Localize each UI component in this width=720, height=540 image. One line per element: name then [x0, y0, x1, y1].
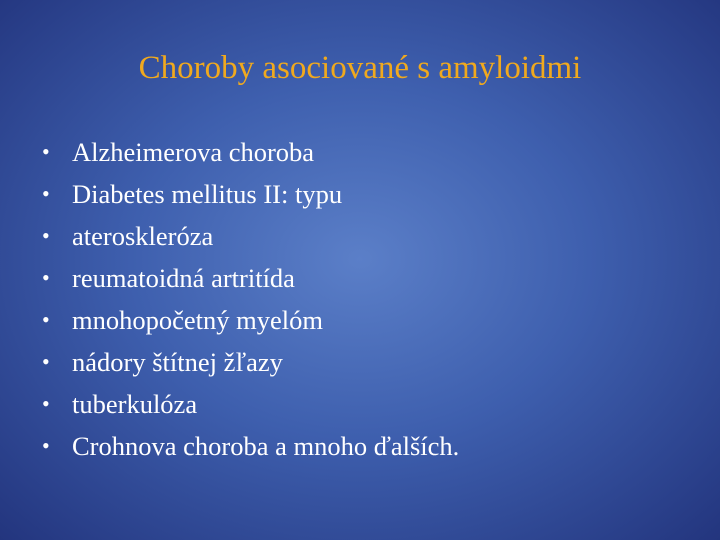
list-item: [42, 257, 459, 299]
bullet-dot-icon: •: [42, 307, 50, 332]
bullet-dot-icon: •: [42, 223, 50, 248]
list-item: [42, 425, 459, 467]
bullet-list: [42, 131, 459, 467]
list-item: [42, 383, 459, 425]
bullet-dot-icon: •: [42, 181, 50, 206]
list-item-text: nádory štítnej žľazy: [72, 346, 283, 377]
list-item: [42, 341, 459, 383]
list-item: [42, 131, 459, 173]
bullet-dot-icon: •: [42, 349, 50, 374]
bullet-dot-icon: •: [42, 391, 50, 416]
list-item-text: ateroskleróza: [72, 220, 214, 251]
list-item-text: Crohnova choroba a mnoho ďalších.: [72, 430, 460, 461]
list-item-text: Diabetes mellitus II: typu: [72, 178, 343, 209]
bullet-dot-icon: •: [42, 139, 50, 164]
bullet-dot-icon: •: [42, 265, 50, 290]
slide-title: Choroby asociované s amyloidmi: [138, 50, 582, 86]
list-item-text: reumatoidná artritída: [72, 262, 295, 293]
list-item-text: mnohopočetný myelóm: [72, 304, 323, 335]
list-item-text: Alzheimerova choroba: [72, 136, 315, 167]
list-item: [42, 215, 459, 257]
list-item: [42, 299, 459, 341]
bullet-dot-icon: •: [42, 433, 50, 458]
list-item: [42, 173, 459, 215]
list-item-text: tuberkulóza: [72, 388, 198, 419]
